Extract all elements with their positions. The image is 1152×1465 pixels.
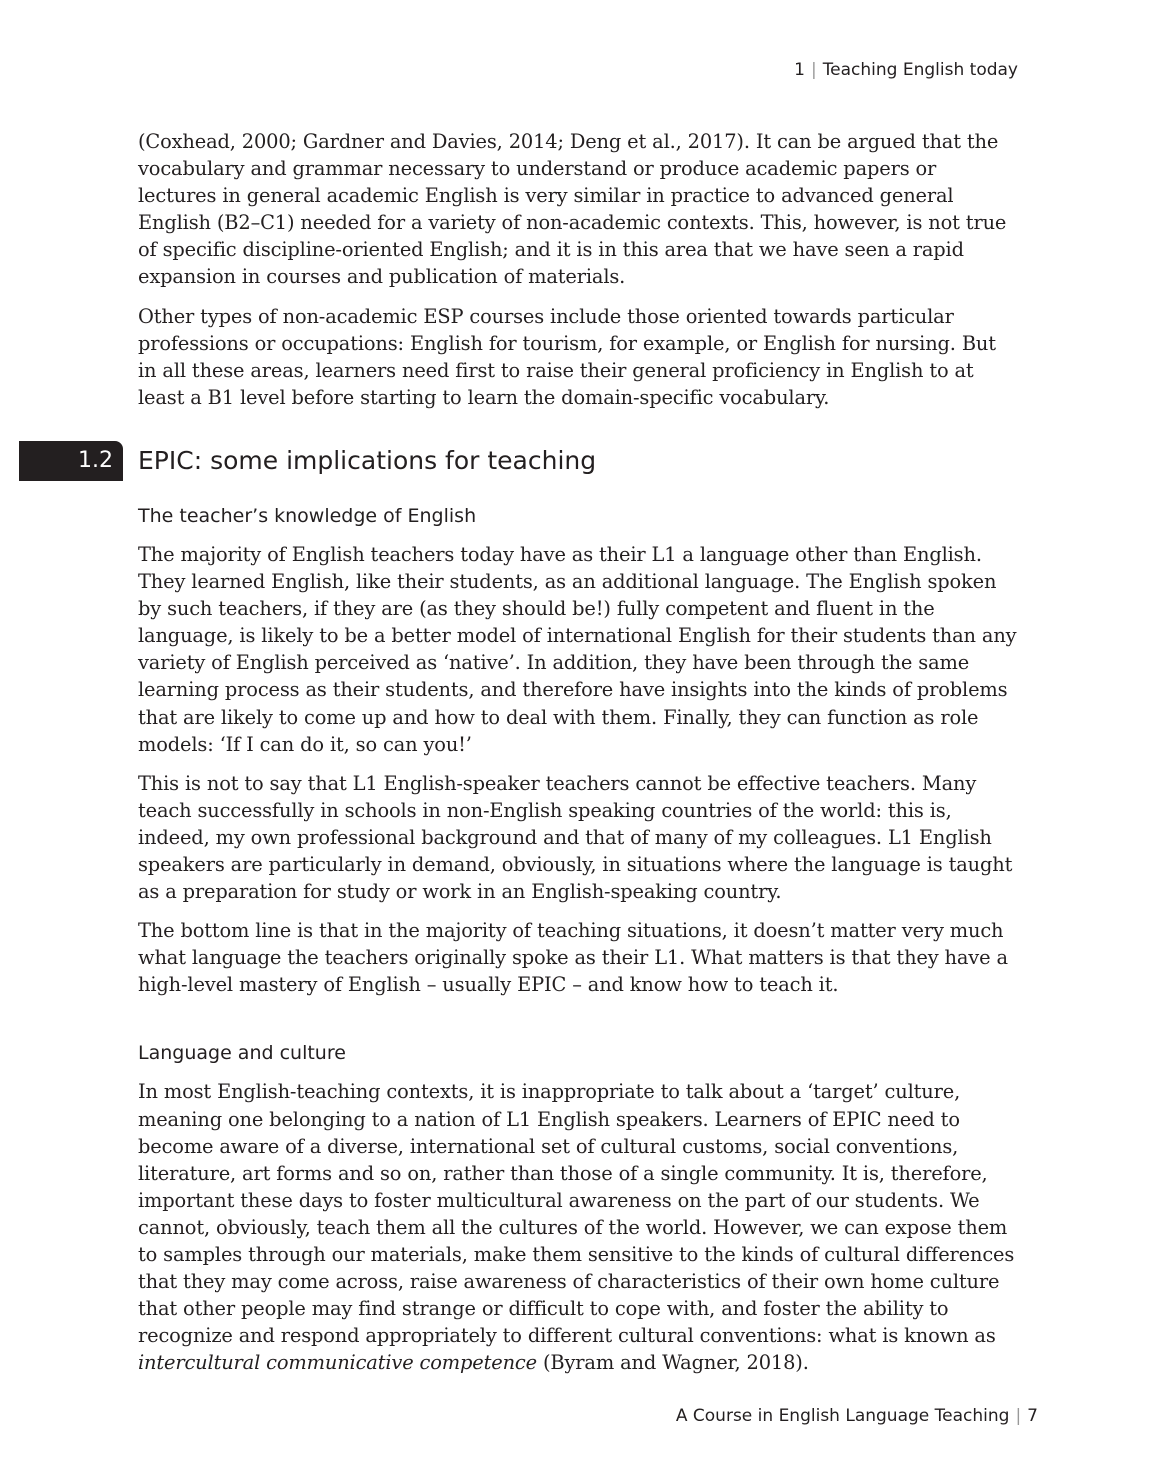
- section-title: EPIC: some implications for teaching: [138, 445, 597, 475]
- page-content: [78, 128, 1020, 1388]
- book-title: A Course in English Language Teaching: [675, 1406, 1010, 1426]
- paragraph-culture-end: (Byram and Wagner, 2018).: [536, 1351, 809, 1375]
- paragraph-intro-1: (Coxhead, 2000; Gardner and Davies, 2014; Deng et al., 2017). It can be argued that the vocabulary and grammar necessary to understand or produce academic papers or lectures in general academic English is very similar in practice to advanced general English (B2–C1) needed for a variety of non-academic contexts. This, however, is not true of specific discipline-oriented English; and it is in this area that we have seen a rapid expansion in courses and publication of materials.: [138, 130, 1007, 289]
- page-number: 7: [1027, 1406, 1038, 1426]
- paragraph-culture-main: In most English-teaching contexts, it is inappropriate to talk about a ‘target’ culture, meaning one belonging to a nation of L1 English speakers. Learners of EPIC need to become aware of a diverse, international set of cultural customs, social conventions, literature, art forms and so on, rather than those of a single community. It is, therefore, important these days to foster multicultural awareness on the part of our students. We cannot, obviously, teach them all the cultures of the world. However, we can expose them to samples through our materials, make them sensitive to the kinds of cultural differences that they may come across, raise awareness of characteristics of their own home culture that other people may find strange or difficult to cope with, and foster the ability to recognize and respond appropriately to different cultural conventions: what is known as: [138, 1080, 1015, 1348]
- chapter-title: Teaching English today: [822, 60, 1018, 80]
- term-intercultural-competence: intercultural communicative competence: [138, 1351, 537, 1375]
- paragraph-teacher-1: The majority of English teachers today have as their L1 a language other than English. They learned English, like their students, as an additional language. The English spoken by such teachers, if they are (as they should be!) fully competent and fluent in the language, is likely to be a better model of international English for their students than any variety of English perceived as ‘native’. In addition, they have been through the same learning process as their students, and therefore have insights into the kinds of problems that are likely to come up and how to deal with them. Finally, they can function as role models: ‘If I can do it, so can you!’: [138, 542, 1017, 756]
- running-head-separator: |: [810, 60, 817, 80]
- subsection-heading-language-culture: Language and culture: [138, 1042, 346, 1065]
- chapter-number: 1: [794, 60, 805, 80]
- section-number-badge: 1.2: [19, 441, 123, 481]
- page-footer: [676, 1406, 1038, 1426]
- section-heading: [78, 441, 1020, 481]
- running-head: [794, 60, 1018, 80]
- subsection-heading-teacher-knowledge: The teacher’s knowledge of English: [138, 504, 477, 527]
- paragraph-culture: [138, 1078, 1020, 1376]
- footer-separator: |: [1015, 1406, 1022, 1426]
- paragraph-teacher-3: The bottom line is that in the majority of teaching situations, it doesn’t matter very much what language the teachers originally spoke as their L1. What matters is that they have a high-level mastery of English – usually EPIC – and know how to teach it.: [138, 919, 1008, 997]
- paragraph-intro-2: Other types of non-academic ESP courses include those oriented towards particular professions or occupations: English for tourism, for example, or English for nursing. But in all these areas, learners need first to raise their general proficiency in English to at least a B1 level before starting to learn the domain-specific vocabulary.: [138, 304, 996, 409]
- paragraph-teacher-2: This is not to say that L1 English-speaker teachers cannot be effective teachers. Many teach successfully in schools in non-English speaking countries of the world: this is, indeed, my own professional background and that of many of my colleagues. L1 English speakers are particularly in demand, obviously, in situations where the language is taught as a preparation for study or work in an English-speaking country.: [138, 771, 1013, 904]
